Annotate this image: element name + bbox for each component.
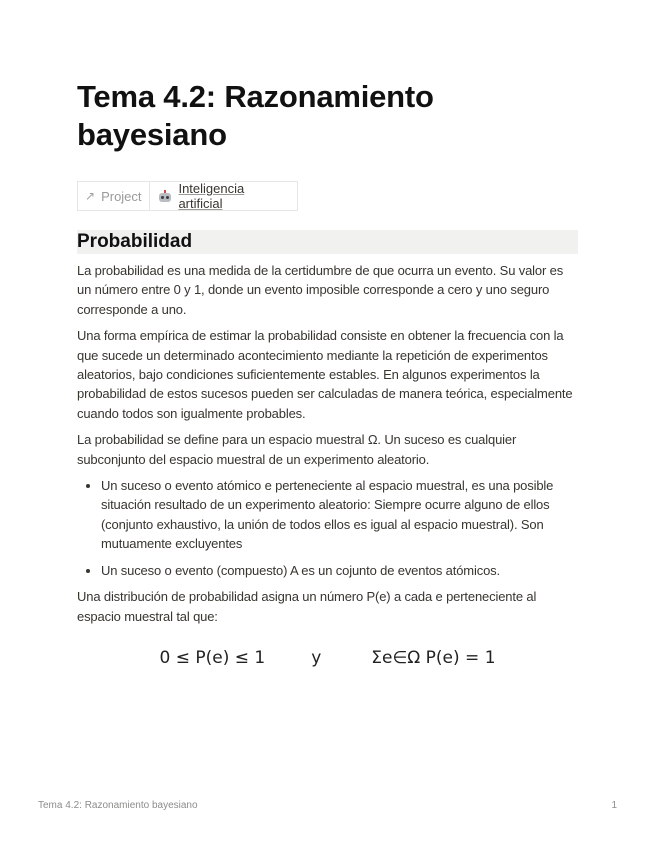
page-footer xyxy=(38,800,617,811)
list-item: • Un suceso o evento atómico e perteneciente al espacio muestral, es una posible situación resultado de un experimento aleatorio: Siempre ocurre alguno de ellos (conjunto exhaustivo, la unión de todos ellos es igual al espacio muestral). Son mutuamente excluyentes xyxy=(101,476,578,554)
robot-icon xyxy=(158,190,172,203)
property-value[interactable] xyxy=(150,182,297,210)
property-key xyxy=(78,182,150,210)
formula-left: 0 ≤ P(e) ≤ 1 xyxy=(159,647,266,668)
formula-right: Σe∈Ω P(e) = 1 xyxy=(371,647,496,668)
paragraph: Una forma empírica de estimar la probabilidad consiste en obtener la frecuencia con la que sucede un determinado acontecimiento mediante la repetición de experimentos aleatorios, bajo condiciones suficientemente estables. En algunos experimentos la probabilidad de estos sucesos pueden ser calculadas de manera teórica, especialmente cuando todos son igualmente probables. xyxy=(77,328,573,421)
paragraph: La probabilidad se define para un espacio muestral Ω. Un suceso es cualquier subconjunto del espacio muestral de un experimento aleatorio. xyxy=(77,432,517,467)
paragraph: La probabilidad es una medida de la certidumbre de que ocurra un evento. Su valor es un número entre 0 y 1, donde un evento imposible corresponde a cero y uno seguro corresponde a uno. xyxy=(77,263,564,317)
formula xyxy=(77,648,578,668)
document-page xyxy=(77,78,578,668)
list-item: • Un suceso o evento (compuesto) A es un cojunto de eventos atómicos. xyxy=(101,561,578,580)
page-title: Tema 4.2: Razonamiento bayesiano xyxy=(77,79,434,152)
footer-title: Tema 4.2: Razonamiento bayesiano xyxy=(38,800,198,811)
paragraph: Una distribución de probabilidad asigna un número P(e) a cada e perteneciente al espacio muestral tal que: xyxy=(77,589,537,624)
bullet-list xyxy=(77,476,578,580)
section-heading: Probabilidad xyxy=(77,230,578,254)
page-number: 1 xyxy=(611,800,617,811)
arrow-up-right-icon: ↗ xyxy=(85,189,96,203)
project-link[interactable]: Inteligencia artificial xyxy=(178,181,245,211)
formula-connector: y xyxy=(311,647,322,668)
property-row xyxy=(77,181,298,211)
property-key-label: Project xyxy=(101,188,142,204)
